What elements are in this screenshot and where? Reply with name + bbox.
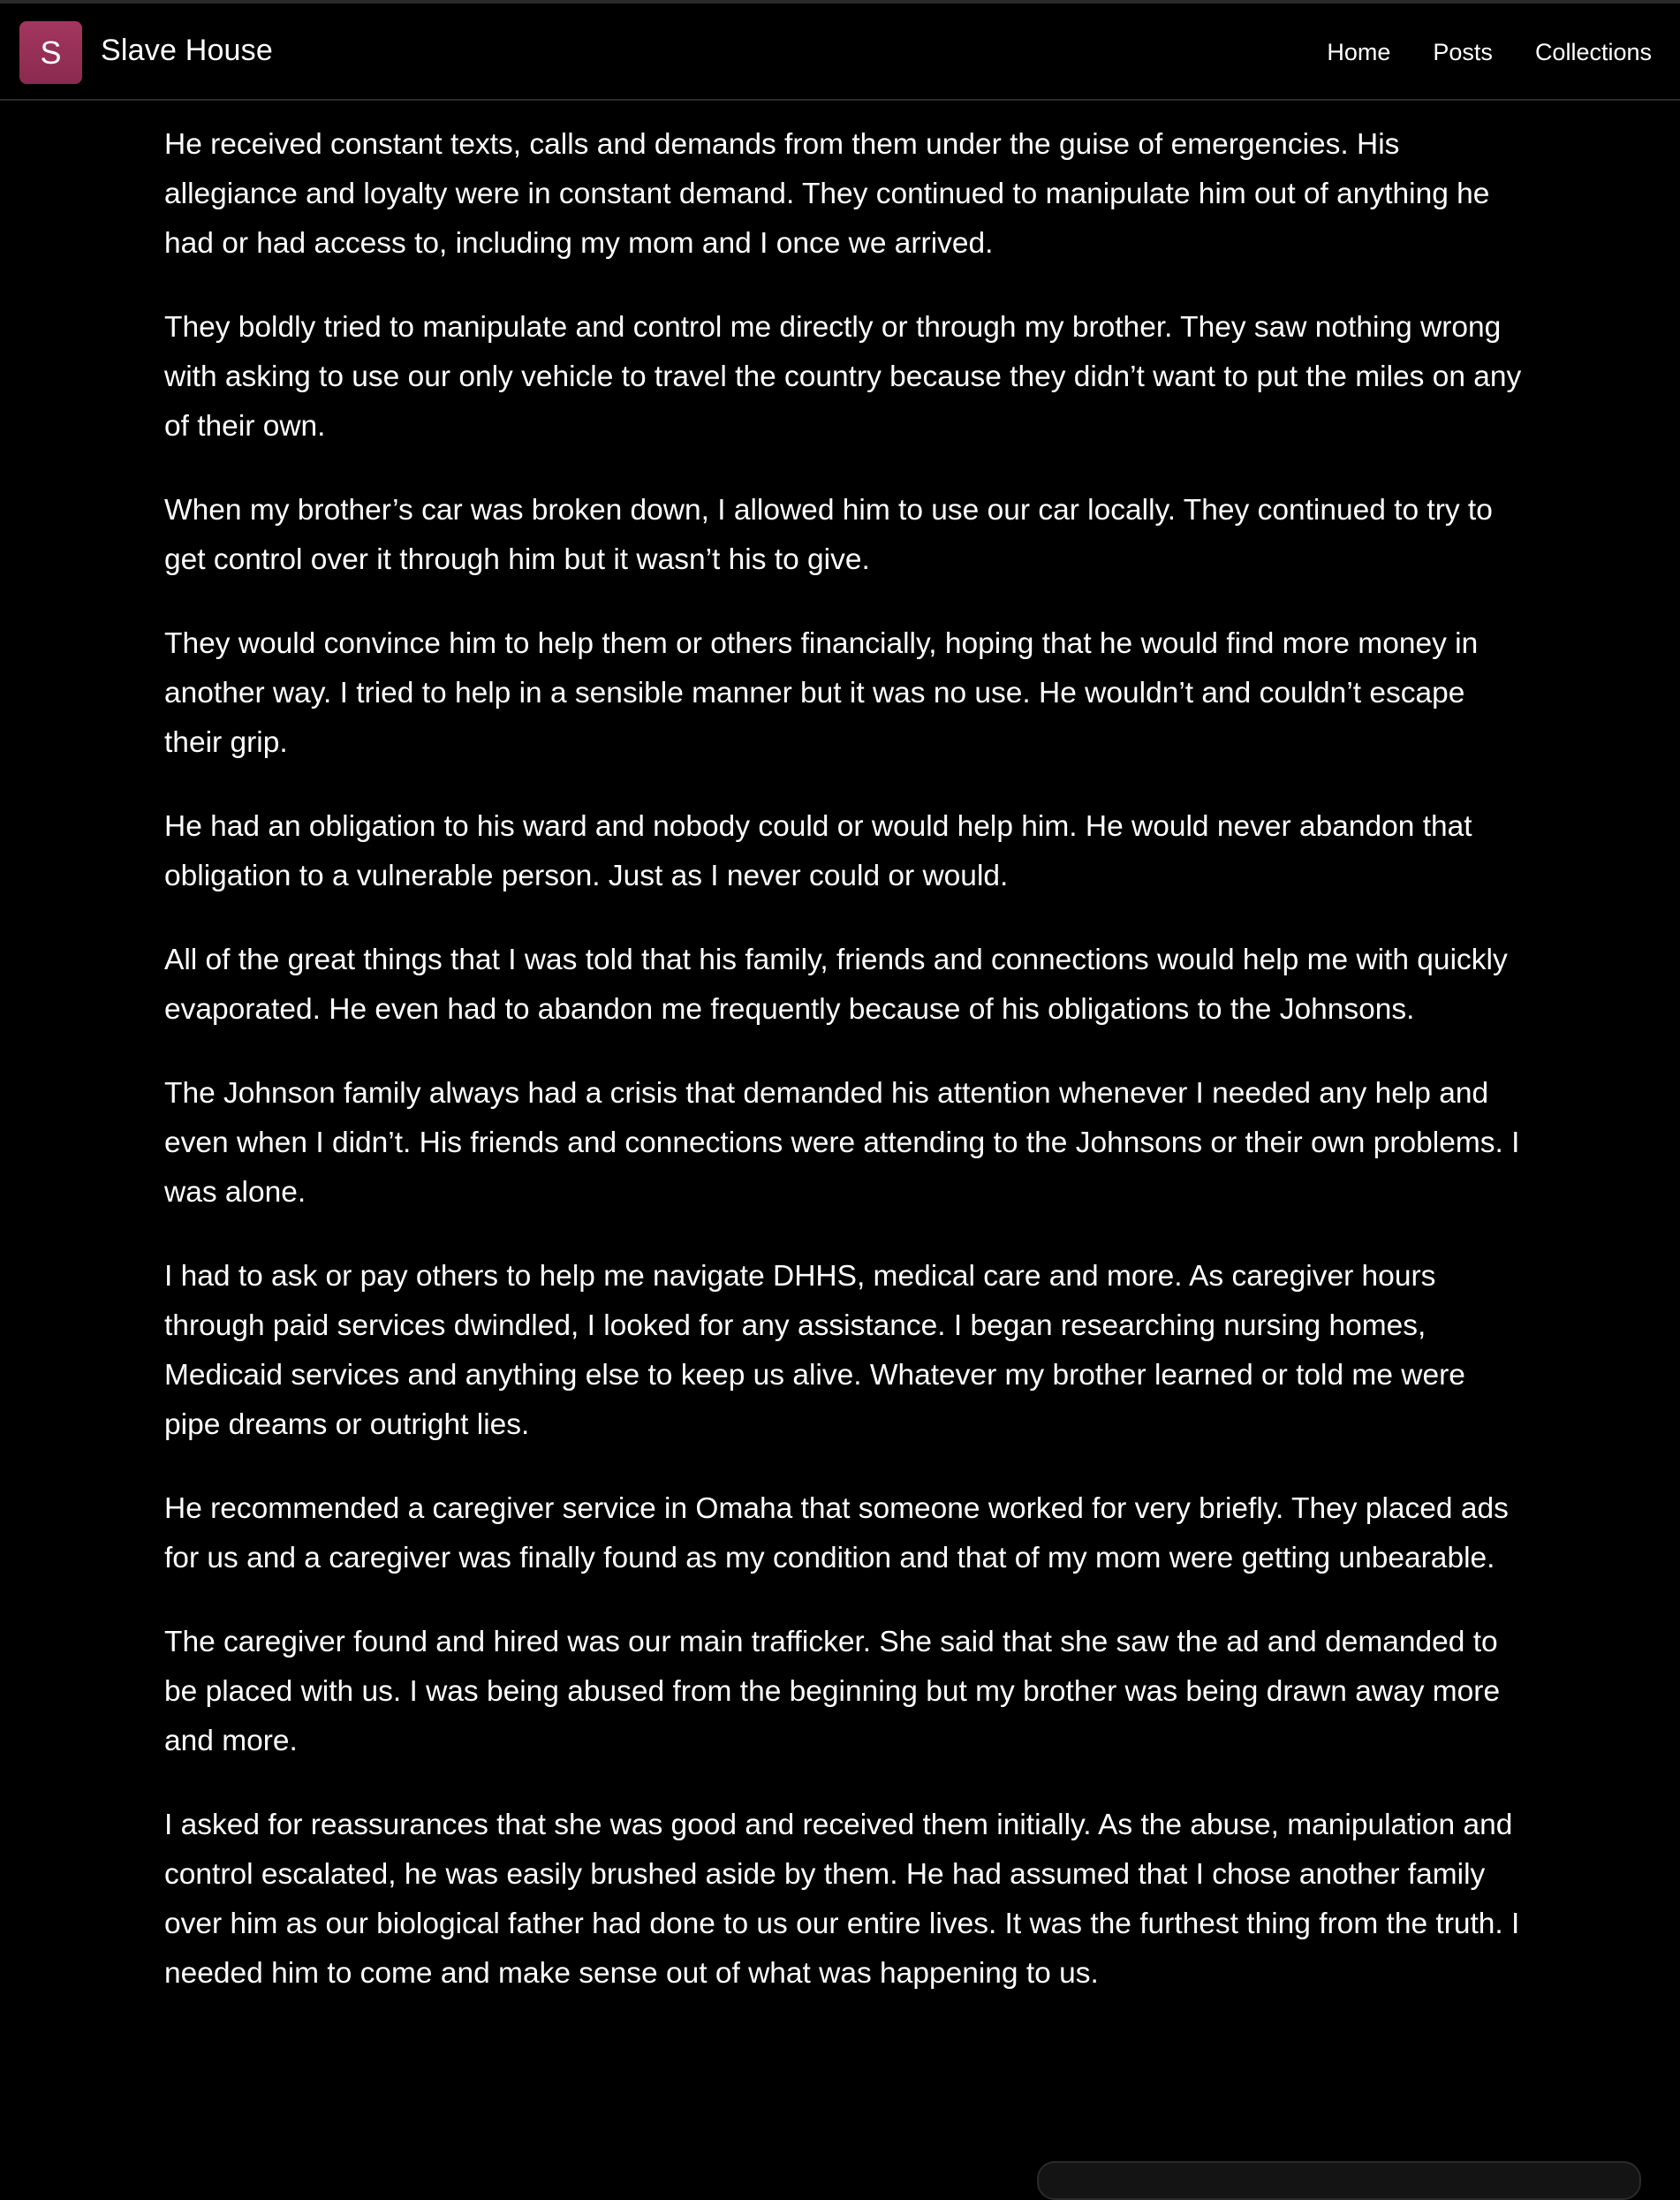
site-logo[interactable]: S	[19, 21, 82, 84]
article-paragraph: They boldly tried to manipulate and control me directly or through my brother. They saw nothing wrong with asking to use our only vehicle to travel the country because they didn’t want to put the miles on any of their own.	[164, 311, 1522, 443]
article-paragraph: He recommended a caregiver service in Omaha that someone worked for very briefly. They placed ads for us and a caregiver was finally found as my condition and that of my mom were getting unbearable.	[164, 1492, 1509, 1574]
article-paragraph: The caregiver found and hired was our main trafficker. She said that she saw the ad and demanded to be placed with us. I was being abused from the beginning but my brother was being drawn away more and more.	[164, 1626, 1501, 1757]
main-nav	[1327, 39, 1652, 66]
nav-posts-link[interactable]: Posts	[1433, 39, 1493, 65]
article-paragraph: He had an obligation to his ward and nobody could or would help him. He would never abandon that obligation to a vulnerable person. Just as I never could or would.	[164, 810, 1472, 892]
article-paragraph: He received constant texts, calls and demands from them under the guise of emergencies. His allegiance and loyalty were in constant demand. They continued to manipulate him out of anything he had or had access to, including my mom and I once we arrived.	[164, 128, 1490, 260]
article-body	[164, 120, 1525, 2033]
article-paragraph: I asked for reassurances that she was good and received them initially. As the abuse, manipulation and control escalated, he was easily brushed aside by them. He had assumed that I chose another family over him as our biological father had done to us our entire lives. It was the furthest thing from the truth. I needed him to come and make sense out of what was happening to us.	[164, 1809, 1520, 1990]
article-paragraph: The Johnson family always had a crisis that demanded his attention whenever I needed any help and even when I didn’t. His friends and connections were attending to the Johnsons or their own problems. I was alone.	[164, 1077, 1520, 1209]
site-title[interactable]: Slave House	[101, 34, 273, 67]
article-paragraph: I had to ask or pay others to help me navigate DHHS, medical care and more. As caregiver hours through paid services dwindled, I looked for any assistance. I began researching nursing homes, Medicaid services and anything else to keep us alive. Whatever my brother learned or told me were pipe dreams or outright lies.	[164, 1260, 1465, 1441]
floating-action-bar[interactable]	[1037, 2161, 1641, 2200]
nav-home-link[interactable]: Home	[1327, 39, 1391, 65]
article-paragraph: When my brother’s car was broken down, I allowed him to use our car locally. They continued to try to get control over it through him but it wasn’t his to give.	[164, 494, 1493, 576]
nav-collections-link[interactable]: Collections	[1534, 39, 1652, 65]
site-header	[0, 4, 1680, 101]
article-paragraph: They would convince him to help them or others financially, hoping that he would find more money in another way. I tried to help in a sensible manner but it was no use. He wouldn’t and couldn’t escape their grip.	[164, 627, 1479, 759]
article-paragraph: All of the great things that I was told that his family, friends and connections would help me with quickly evaporated. He even had to abandon me frequently because of his obligations to the Johnsons.	[164, 944, 1508, 1026]
